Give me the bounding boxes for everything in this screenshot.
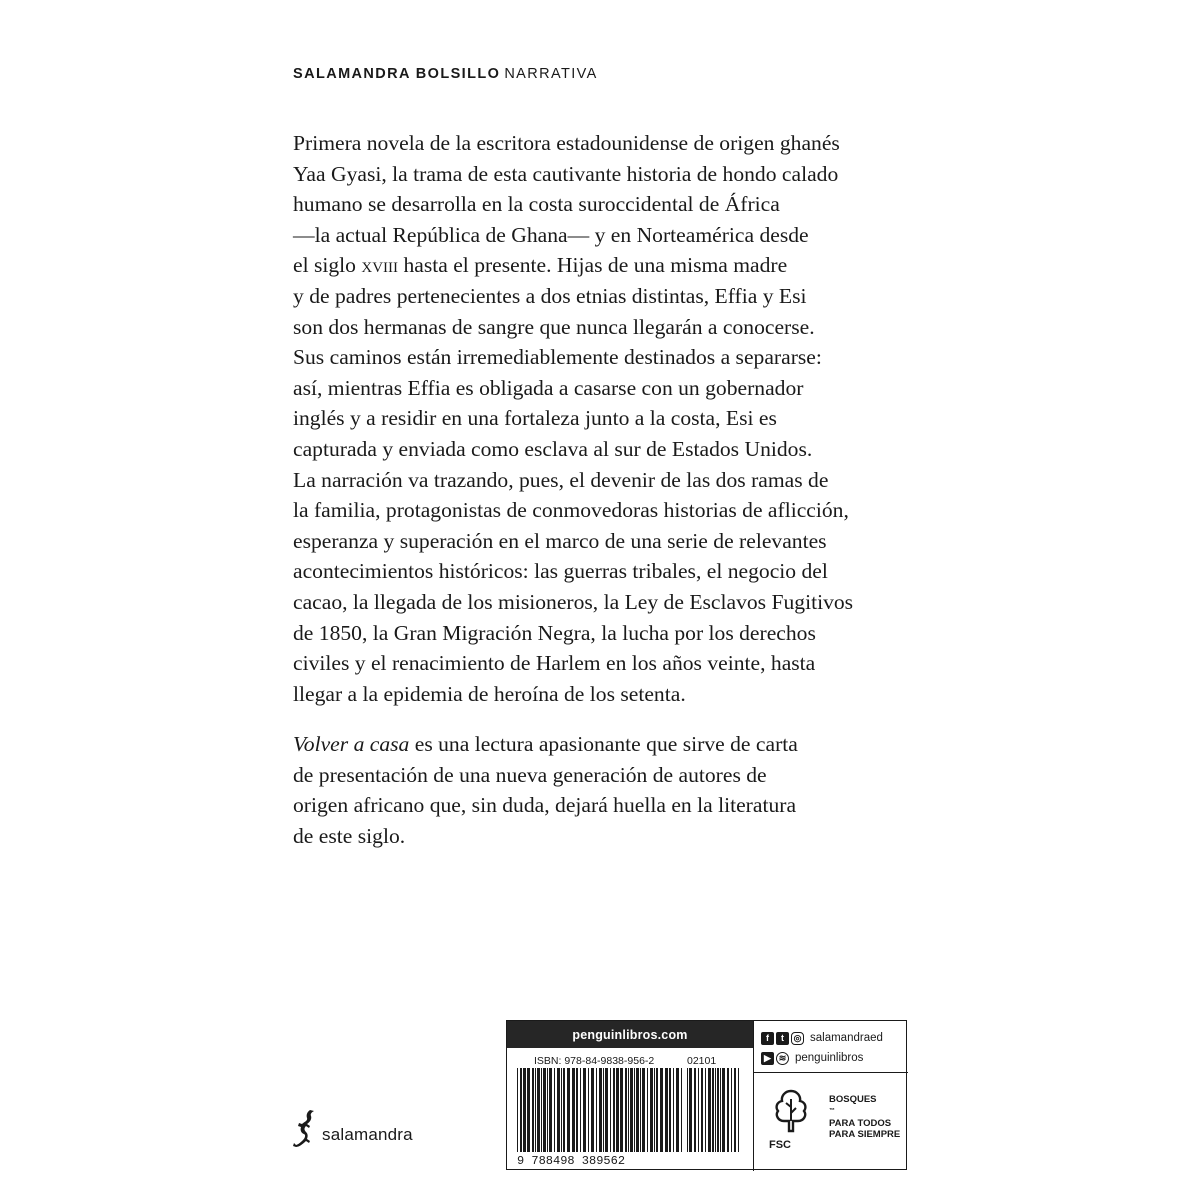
instagram-icon[interactable]: ◎ (791, 1032, 804, 1045)
barcode-bar (603, 1068, 604, 1152)
barcode-bar (705, 1068, 706, 1152)
fsc-slogan-line (829, 1095, 900, 1119)
barcode-bar (660, 1068, 663, 1152)
barcode-bar (676, 1068, 679, 1152)
text-line: humano se desarrolla en la costa suroccidental de África (293, 192, 780, 217)
fsc-slogan-word: BOSQUES (829, 1094, 877, 1105)
barcode-bar (610, 1068, 611, 1152)
text-line: acontecimientos históricos: las guerras tribales, el negocio del (293, 559, 828, 584)
barcode-bar (596, 1068, 597, 1152)
barcode-bar (563, 1068, 565, 1152)
barcode-bar (630, 1068, 633, 1152)
text-line: de presentación de una nueva generación de autores de (293, 762, 767, 787)
fsc-label (769, 1139, 791, 1151)
barcode-bar (708, 1068, 711, 1152)
text-run: es una lectura apasionante que sirve de carta (409, 732, 798, 757)
text-line: La narración va trazando, pues, el devenir de las dos ramas de (293, 467, 829, 492)
addon-barcode (687, 1068, 743, 1152)
barcode-bar (734, 1068, 736, 1152)
text-line: cacao, la llegada de los misioneros, la Ley de Esclavos Fugitivos (293, 589, 854, 614)
barcode-bar (535, 1068, 536, 1152)
barcode-bar (532, 1068, 534, 1152)
barcode-bar (561, 1068, 562, 1152)
text-line: civiles y el renacimiento de Harlem en los años veinte, hasta (293, 651, 816, 676)
website-link[interactable]: penguinlibros.com (572, 1027, 688, 1042)
barcode-bar (650, 1068, 653, 1152)
barcode-bar (722, 1068, 725, 1152)
social-row-salamandraed (761, 1029, 883, 1047)
barcode-bar (541, 1068, 542, 1152)
text-line: el siglo xviii hasta el presente. Hijas de una misma madre (293, 253, 788, 278)
barcode-bar (712, 1068, 714, 1152)
text-line: origen africano que, sin duda, dejará huella en la literatura (293, 793, 797, 818)
barcode-bar (583, 1068, 586, 1152)
barcode-bar (625, 1068, 627, 1152)
barcode-bar (549, 1068, 552, 1152)
barcode-bar (567, 1068, 570, 1152)
text-line: llegar a la epidemia de heroína de los setenta. (293, 681, 686, 706)
text-line: de 1850, la Gran Migración Negra, la lucha por los derechos (293, 620, 816, 645)
fsc-slogan (829, 1095, 900, 1140)
barcode-bar (527, 1068, 530, 1152)
text-line: así, mientras Effia es obligada a casarse con un gobernador (293, 375, 804, 400)
synopsis (293, 128, 933, 852)
fsc-tree-icon (771, 1087, 811, 1137)
text-line: Yaa Gyasi, la trama de esta cautivante historia de hondo calado (293, 161, 839, 186)
legal-info-box (506, 1020, 907, 1170)
barcode-bar (576, 1068, 578, 1152)
text-line: —la actual República de Ghana— y en Norteamérica desde (293, 222, 809, 247)
barcode-bar (673, 1068, 674, 1152)
barcode-bar (640, 1068, 641, 1152)
synopsis-paragraph-1 (293, 128, 933, 709)
synopsis-paragraph-2 (293, 729, 933, 851)
barcode-bar (554, 1068, 555, 1152)
series-category: NARRATIVA (504, 66, 598, 82)
barcode-bar (647, 1068, 648, 1152)
publisher-name: salamandra (322, 1125, 413, 1144)
barcode-bar (681, 1068, 682, 1152)
fsc-label-text: FSC (769, 1139, 791, 1151)
ean-digits: 9 788498 389562 (517, 1154, 626, 1168)
isbn-label: ISBN: 978-84-9838-956-2 (534, 1055, 655, 1067)
text-line: esperanza y superación en el marco de una serie de relevantes (293, 528, 827, 553)
series-name: SALAMANDRA BOLSILLO (293, 66, 501, 82)
text-line: Primera novela de la escritora estadounidense de origen ghanés (293, 131, 840, 155)
barcode-bar (547, 1068, 548, 1152)
barcode-bar (738, 1068, 739, 1152)
barcode-bar (701, 1068, 703, 1152)
barcode-bar (727, 1068, 729, 1152)
website-bar[interactable] (507, 1021, 753, 1048)
barcode-bar (642, 1068, 645, 1152)
book-title: Volver a casa (293, 732, 410, 757)
text-line: de este siglo. (293, 824, 406, 849)
text-line: y de padres pertenecientes a dos etnias distintas, Effia y Esi (293, 283, 807, 308)
century-numeral: xviii (361, 253, 399, 278)
barcode-bar (543, 1068, 546, 1152)
barcode-bar (613, 1068, 615, 1152)
barcode-bar (557, 1068, 560, 1152)
youtube-icon[interactable]: ▶ (761, 1052, 774, 1065)
barcode-bar (628, 1068, 629, 1152)
fsc-certification (763, 1081, 903, 1167)
barcode-bar (517, 1068, 518, 1152)
barcode-bar (665, 1068, 668, 1152)
series-header (293, 66, 598, 82)
barcode-bar (588, 1068, 589, 1152)
text-line: capturada y enviada como esclava al sur de Estados Unidos. (293, 436, 813, 461)
divider (753, 1021, 754, 1171)
spotify-icon[interactable]: ≋ (776, 1052, 789, 1065)
text-line: la familia, protagonistas de conmovedoras historias de aflicción, (293, 498, 849, 523)
text-line: inglés y a residir en una fortaleza junto a la costa, Esi es (293, 406, 777, 431)
facebook-icon[interactable]: f (761, 1032, 774, 1045)
barcode-bar (605, 1068, 608, 1152)
trademark-mark: ™ (829, 1107, 835, 1114)
barcode-bar (634, 1068, 635, 1152)
barcode-bar (654, 1068, 655, 1152)
barcode-bar (669, 1068, 671, 1152)
barcode-bar (687, 1068, 688, 1152)
fsc-slogan-line: PARA SIEMPRE (829, 1128, 901, 1140)
social-handle[interactable]: penguinlibros (795, 1052, 864, 1064)
barcode-bar (698, 1068, 699, 1152)
fsc-slogan-line: PARA TODOS (829, 1118, 892, 1130)
barcode-bar (717, 1068, 719, 1152)
barcode-bar (520, 1068, 522, 1152)
addon-code: 02101 (687, 1055, 717, 1067)
social-row-penguinlibros (761, 1049, 863, 1067)
barcode-bar (689, 1068, 692, 1152)
barcode-bar (656, 1068, 658, 1152)
barcode-bar (636, 1068, 639, 1152)
twitter-icon[interactable]: t (776, 1032, 789, 1045)
barcode-bar (620, 1068, 623, 1152)
barcode-bar (523, 1068, 526, 1152)
barcode-bar (731, 1068, 732, 1152)
text-line (293, 729, 933, 760)
barcode-bar (616, 1068, 619, 1152)
barcode-bar (720, 1068, 721, 1152)
text-line: son dos hermanas de sangre que nunca llegarán a conocerse. (293, 314, 815, 339)
barcode-bar (580, 1068, 581, 1152)
barcode-bar (599, 1068, 602, 1152)
barcode-bar (694, 1068, 696, 1152)
divider (753, 1072, 908, 1073)
text-line: Sus caminos están irremediablemente destinados a separarse: (293, 345, 822, 370)
barcode-bar (715, 1068, 716, 1152)
barcode-bar (591, 1068, 594, 1152)
barcode-bar (537, 1068, 540, 1152)
barcode-bar (572, 1068, 575, 1152)
social-handle[interactable]: salamandraed (810, 1032, 883, 1044)
